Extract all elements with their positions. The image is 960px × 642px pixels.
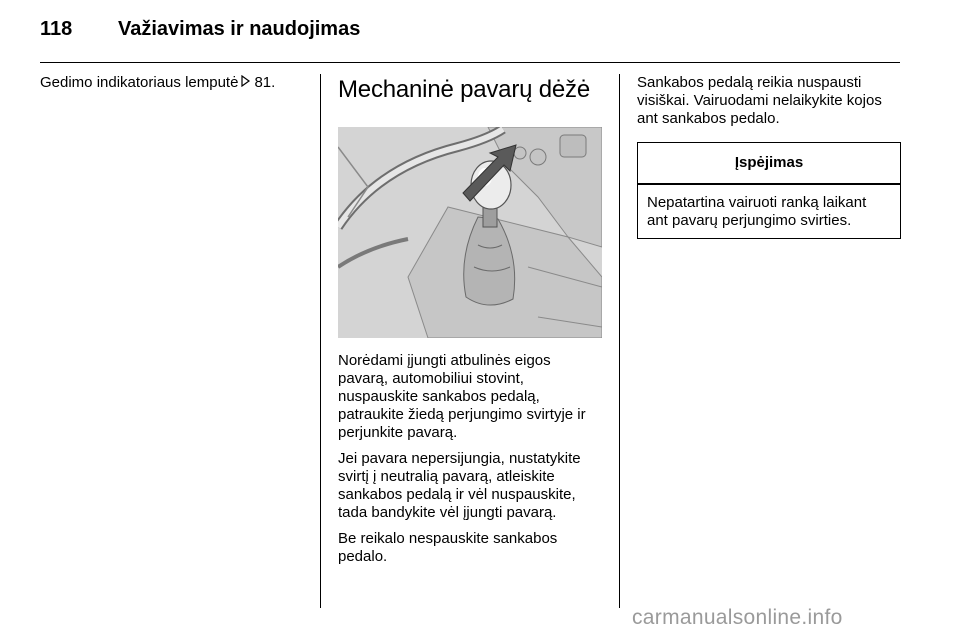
clutch-pedal-paragraph: Be reikalo nespauskite sankabos pedalo. [338, 530, 558, 565]
warning-text: Nepatartina vairuoti ranką laikant ant pavarų perjungimo svirties. [647, 193, 867, 229]
neutral-gear-paragraph: Jei pavara nepersijungia, nustatykite svirtį į neutralią pavarą, atleiskite sankabos pedalą ir vėl nuspauskite, tada bandykite vėl įjungti pavarą. [338, 450, 581, 521]
header-divider [40, 62, 900, 63]
section-heading: Mechaninė pavarų dėžė [338, 76, 590, 103]
clutch-instruction-paragraph: Sankabos pedalą reikia nuspausti visiškai. Vairuodami nelaikykite kojos ant sankabos pedalo. [637, 74, 882, 127]
watermark: carmanualsonline.info [632, 606, 843, 629]
column-divider-2 [619, 74, 620, 608]
page-header [40, 18, 360, 48]
column-right [637, 74, 901, 239]
reverse-gear-paragraph: Norėdami įjungti atbulinės eigos pavarą, automobiliui stovint, nuspauskite sankabos pedalą, patraukite žiedą perjungimo svirtyje ir perjunkite pavarą. [338, 352, 586, 441]
column-left [40, 74, 310, 92]
gear-lever-illustration [338, 127, 602, 338]
indicator-lamp-text: Gedimo indikatoriaus lemputė [40, 74, 239, 91]
warning-title: Įspėjimas [734, 154, 804, 171]
page-number: 118 [40, 18, 73, 40]
column-middle [338, 74, 603, 566]
section-title: Važiavimas ir naudojimas [118, 18, 361, 40]
column-divider-1 [320, 74, 321, 608]
warning-box [637, 142, 901, 239]
reference-page-link[interactable]: 81. [254, 74, 276, 91]
indicator-lamp-reference [40, 74, 310, 92]
page-reference-arrow-icon [241, 74, 251, 92]
